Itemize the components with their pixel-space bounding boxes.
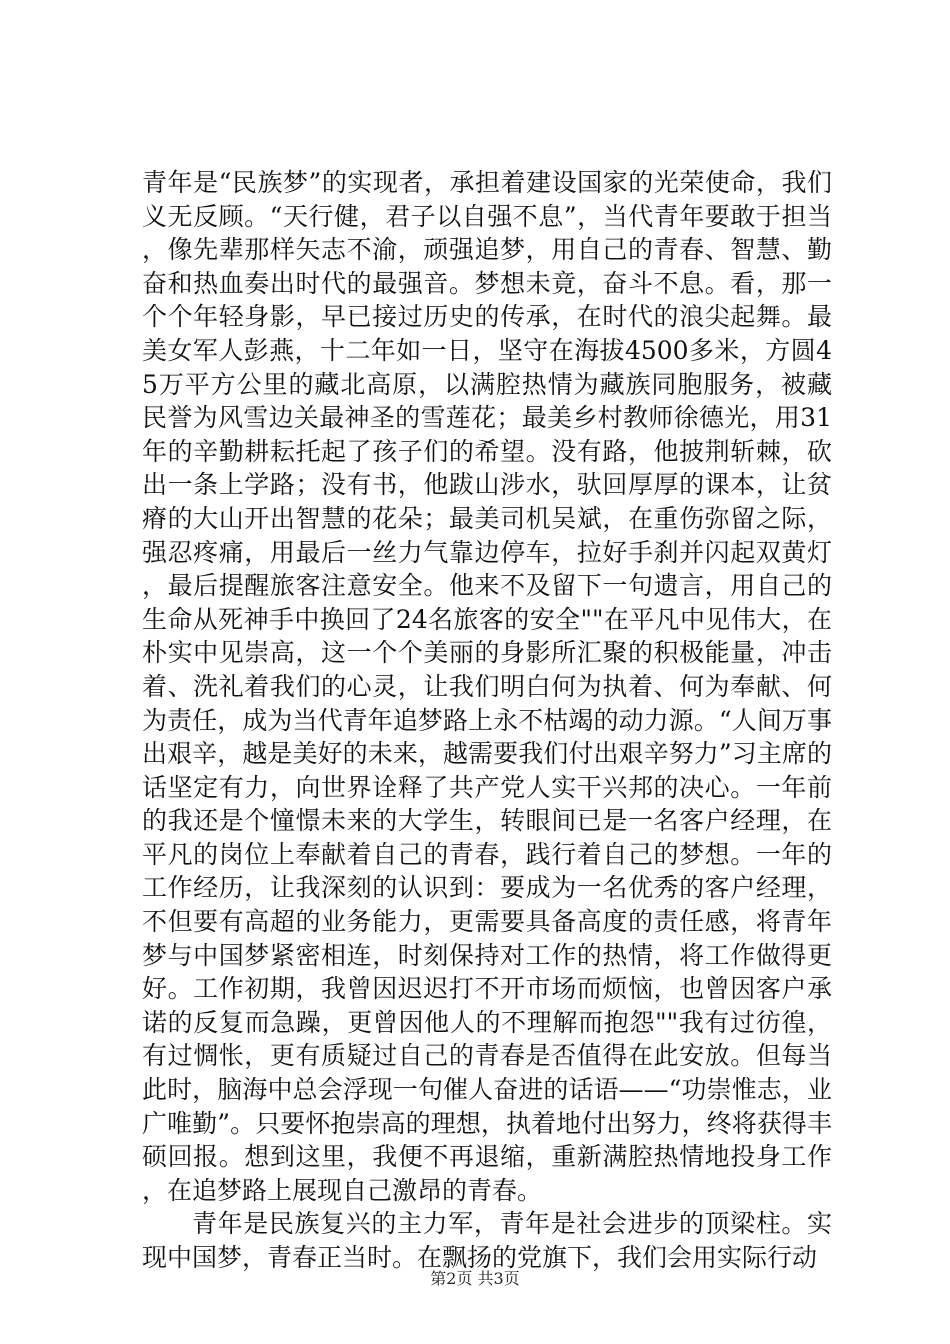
page-footer: 第2页 共3页 xyxy=(430,1269,520,1288)
paragraph-1: 青年是“民族梦”的实现者，承担着建设国家的光荣使命，我们义无反顾。“天行健，君子以自强不息”，当代青年要敢于担当，像先辈那样矢志不渝，顽强追梦，用自己的青春、智慧、勤奋和热血奏出时代的最强音。梦想未竟，奋斗不息。看，那一个个年轻身影，早已接过历史的传承，在时代的浪尖起舞。最美女军人彭燕，十二年如一日，坚守在海拔4500多米，方圆45万平方公里的藏北高原，以满腔热情为藏族同胞服务，被藏民誉为风雪边关最神圣的雪莲花；最美乡村教师徐德光，用31年的辛勤耕耘托起了孩子们的希望。没有路，他披荆斩棘，砍出一条上学路；没有书，他跋山涉水，驮回厚厚的课本，让贫瘠的大山开出智慧的花朵；最美司机吴斌，在重伤弥留之际，强忍疼痛，用最后一丝力气靠边停车，拉好手刹并闪起双黄灯，最后提醒旅客注意安全。他来不及留下一句遗言，用自己的生命从死神手中换回了24名旅客的安全""在平凡中见伟大，在朴实中见崇高，这一个个美丽的身影所汇聚的积极能量，冲击着、洗礼着我们的心灵，让我们明白何为执着、何为奉献、何为责任，成为当代青年追梦路上永不枯竭的动力源。“人间万事出艰辛，越是美好的未来，越需要我们付出艰辛努力”习主席的话坚定有力，向世界诠释了共产党人实干兴邦的决心。一年前的我还是个憧憬未来的大学生，转眼间已是一名客户经理，在平凡的岗位上奉献着自己的青春，践行着自己的梦想。一年的工作经历，让我深刻的认识到：要成为一名优秀的客户经理，不但要有高超的业务能力，更需要具备高度的责任感，将青年梦与中国梦紧密相连，时刻保持对工作的热情，将工作做得更好。工作初期，我曾因迟迟打不开市场而烦恼，也曾因客户承诺的反复而急躁，更曾因他人的不理解而抱怨""我有过彷徨，有过惆怅，更有质疑过自己的青春是否值得在此安放。但每当此时，脑海中总会浮现一句催人奋进的话语——“功崇惟志，业广唯勤”。只要怀抱崇高的理想，执着地付出努力，终将获得丰硕回报。想到这里，我便不再退缩，重新满腔热情地投身工作，在追梦路上展现自己激昂的青春。 xyxy=(142,168,832,1205)
body-text xyxy=(142,166,832,1275)
paragraph-2: 青年是民族复兴的主力军，青年是社会进步的顶梁柱。实现中国梦，青春正当时。在飘扬的党旗下，我们会用实际行动 xyxy=(142,1209,832,1272)
